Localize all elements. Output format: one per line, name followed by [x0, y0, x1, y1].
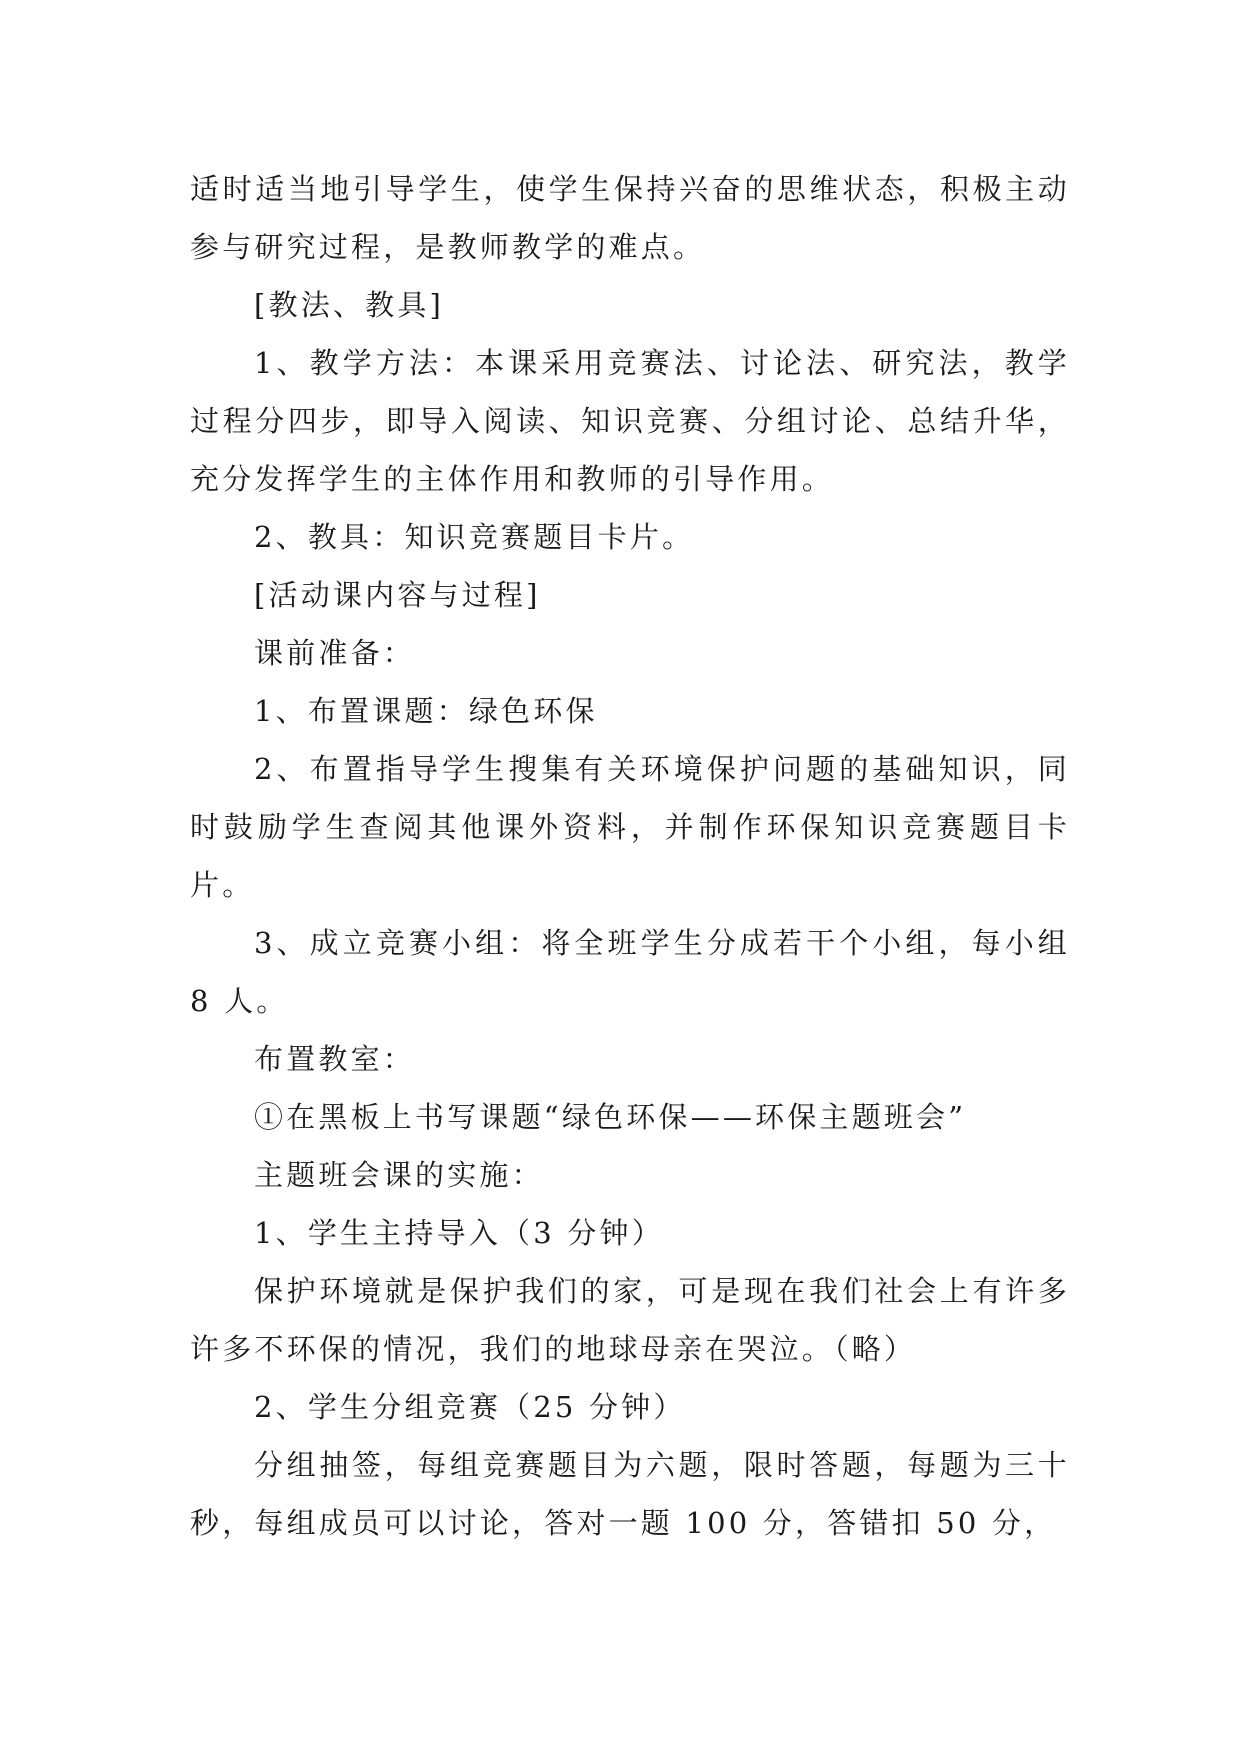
- paragraph-9: 3、成立竞赛小组：将全班学生分成若干个小组，每小组 8 人。: [190, 926, 1083, 1018]
- paragraph-3: 1、教学方法：本课采用竞赛法、讨论法、研究法，教学过程分四步，即导入阅读、知识竞赛、分组讨论、总结升华，充分发挥学生的主体作用和教师的引导作用。: [190, 346, 1070, 496]
- paragraph-10: 布置教室：: [254, 1042, 416, 1076]
- paragraph-11: ①在黑板上书写课题“绿色环保——环保主题班会”: [254, 1100, 967, 1134]
- paragraph-4: 2、教具：知识竞赛题目卡片。: [254, 520, 695, 554]
- paragraph-6: 课前准备：: [254, 636, 416, 670]
- paragraph-7: 1、布置课题：绿色环保: [254, 694, 598, 728]
- paragraph-14: 保护环境就是保护我们的家，可是现在我们社会上有许多许多不环保的情况，我们的地球母亲在哭泣。（略）: [190, 1274, 1070, 1366]
- paragraph-8: 2、布置指导学生搜集有关环境保护问题的基础知识，同时鼓励学生查阅其他课外资料，并制作环保知识竞赛题目卡片。: [190, 752, 1070, 902]
- paragraph-15: 2、学生分组竞赛（25 分钟）: [254, 1390, 686, 1424]
- paragraph-13: 1、学生主持导入（3 分钟）: [254, 1216, 664, 1250]
- paragraph-1: 适时适当地引导学生，使学生保持兴奋的思维状态，积极主动参与研究过程，是教师教学的难点。: [190, 172, 1070, 264]
- document-body: [190, 160, 1083, 1552]
- paragraph-5: [活动课内容与过程]: [254, 578, 541, 612]
- paragraph-16: 分组抽签，每组竞赛题目为六题，限时答题，每题为三十秒，每组成员可以讨论，答对一题 100 分，答错扣 50 分，: [190, 1448, 1070, 1540]
- paragraph-12: 主题班会课的实施：: [254, 1158, 544, 1192]
- paragraph-2: [教法、教具]: [254, 288, 445, 322]
